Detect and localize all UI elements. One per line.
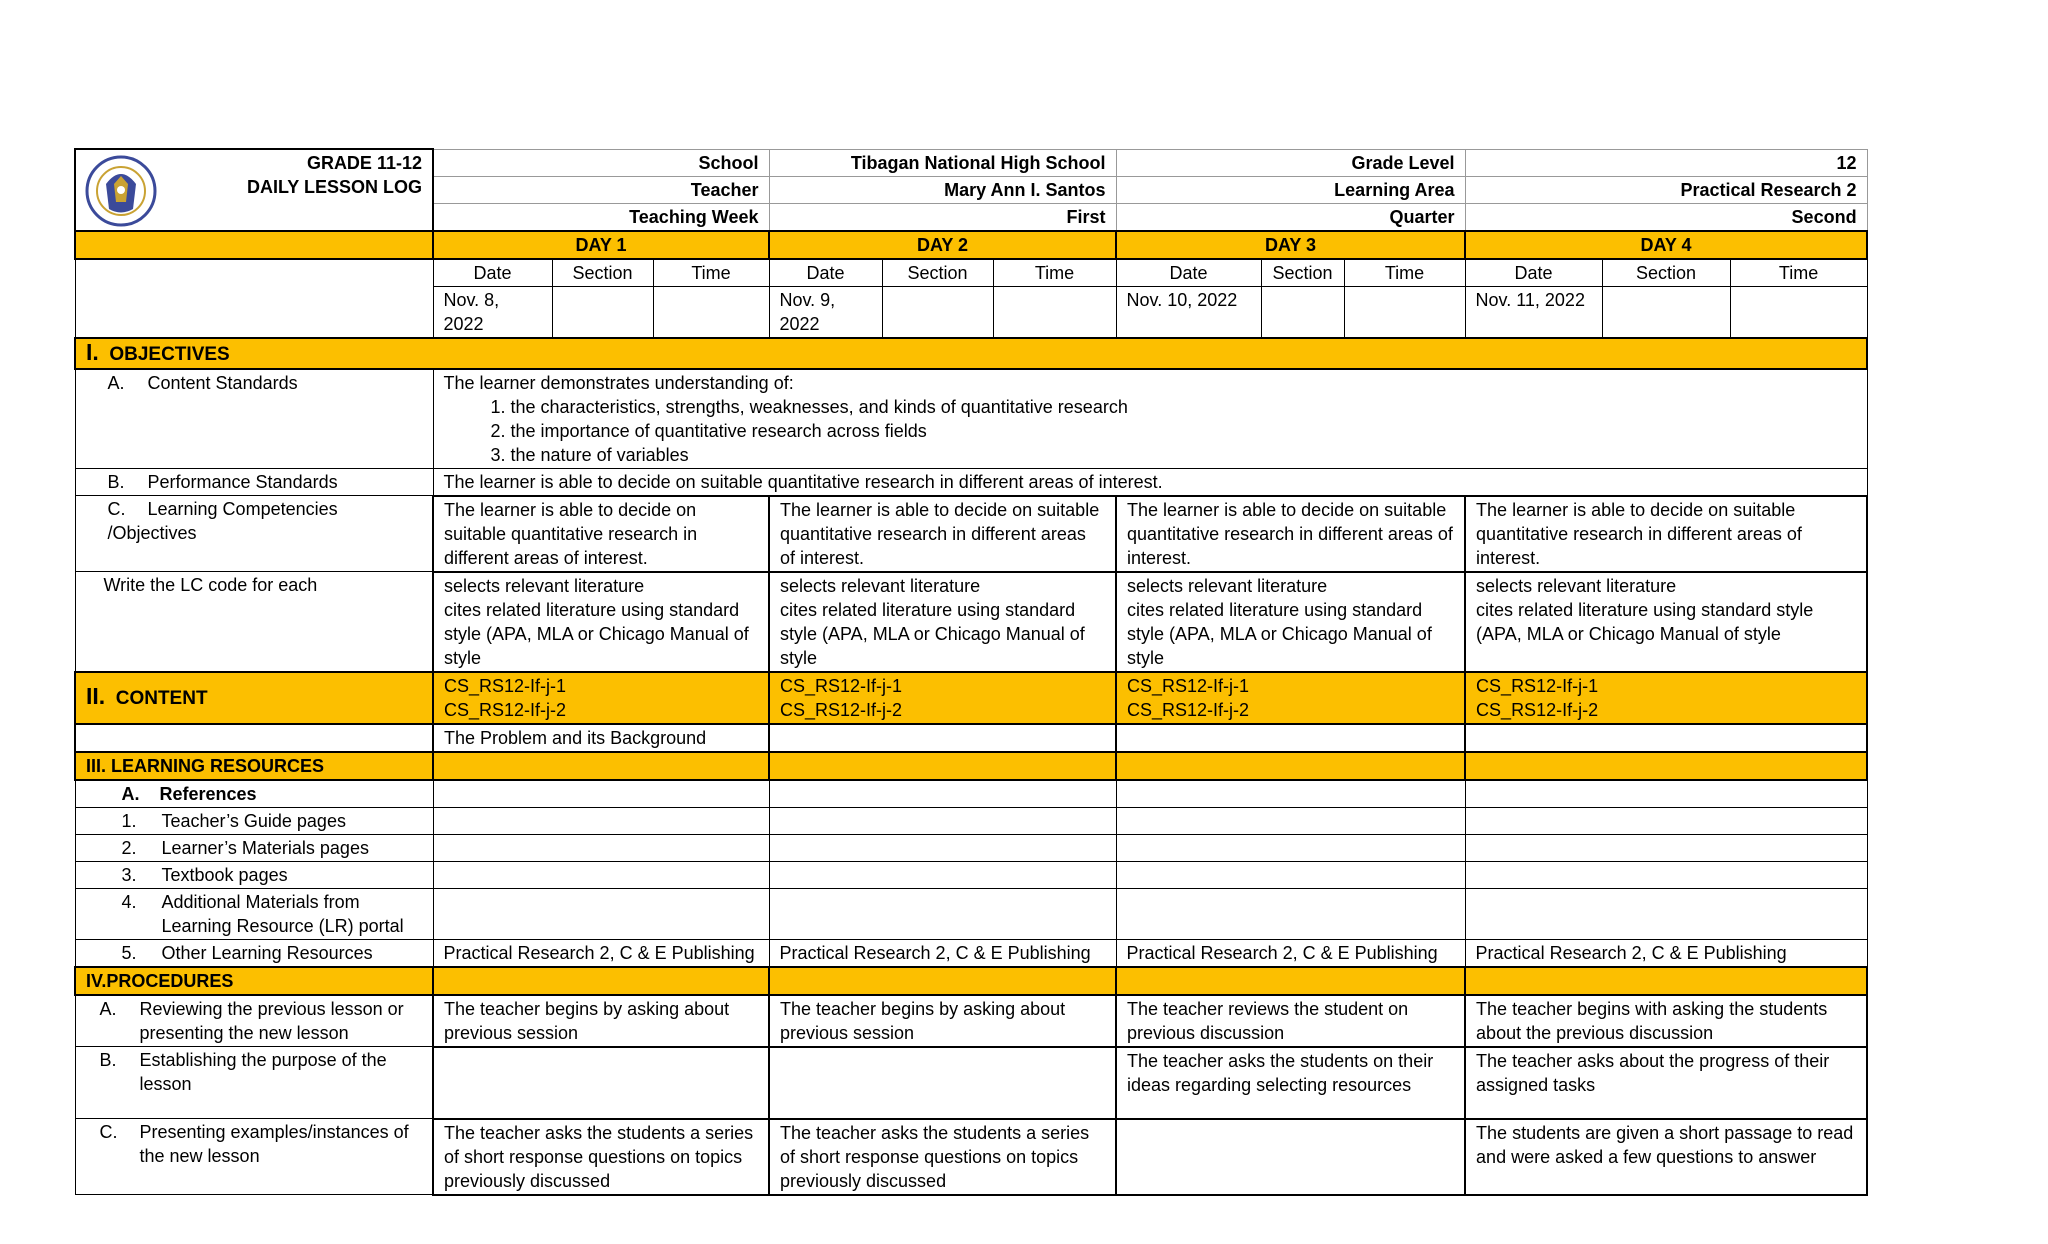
procedure-a-label: Reviewing the previous lesson or presenting the new lesson xyxy=(139,998,404,1043)
procedure-b-label: Establishing the purpose of the lesson xyxy=(139,1050,387,1094)
references-label: References xyxy=(159,783,257,804)
day-1-time-header: Time xyxy=(653,259,769,287)
day-1-section-header: Section xyxy=(552,259,653,287)
day-4-procedure-c: The students are given a short passage to read and were asked a few questions to answer xyxy=(1465,1119,1867,1195)
day-2-content-codes xyxy=(769,672,1116,724)
day-4-time-header: Time xyxy=(1730,259,1867,287)
school-value: Tibagan National High School xyxy=(769,149,1116,176)
day-4-references xyxy=(1465,780,1867,808)
teachers-guide-label-cell xyxy=(75,807,433,834)
day-4-procedures-header xyxy=(1465,967,1867,995)
grade-level-value: 12 xyxy=(1465,149,1867,176)
procedure-b-label-cell xyxy=(75,1047,433,1119)
day-4-lc-line-2: cites related literature using standard style (APA, MLA or Chicago Manual of style xyxy=(1476,599,1814,644)
day-4-code-2: CS_RS12-If-j-2 xyxy=(1476,699,1599,720)
learners-materials-num: 2. xyxy=(121,837,137,858)
day-3-content-codes xyxy=(1116,672,1465,724)
day-2-header: DAY 2 xyxy=(769,231,1116,259)
procedure-a-letter: A. xyxy=(99,998,117,1019)
day-2-code-2: CS_RS12-If-j-2 xyxy=(780,699,903,720)
references-letter: A. xyxy=(121,783,140,804)
day-3-learners-materials xyxy=(1116,834,1465,861)
day-4-lc-line-1: selects relevant literature xyxy=(1476,575,1677,596)
day-1-procedure-c: The teacher asks the students a series of short response questions on topics previously discussed xyxy=(433,1119,769,1195)
school-label: School xyxy=(433,149,769,176)
day-2-lc-code xyxy=(769,572,1116,672)
procedure-c-label: Presenting examples/instances of the new lesson xyxy=(139,1122,409,1166)
day-3-date-header: Date xyxy=(1116,259,1261,287)
procedure-a-label-cell xyxy=(75,995,433,1047)
references-label-cell xyxy=(75,780,433,808)
day-4-time xyxy=(1730,286,1867,338)
header-title-cell xyxy=(75,149,433,231)
day-3-procedures-header xyxy=(1116,967,1465,995)
learning-area-label: Learning Area xyxy=(1116,176,1465,203)
day-4-procedure-a: The teacher begins with asking the students about the previous discussion xyxy=(1465,995,1867,1047)
day-1-textbook-pages xyxy=(433,861,769,888)
day-3-code-2: CS_RS12-If-j-2 xyxy=(1127,699,1250,720)
day-3-lc-code xyxy=(1116,572,1465,672)
day-3-section-header: Section xyxy=(1261,259,1344,287)
day-4-section-header: Section xyxy=(1602,259,1730,287)
day-2-references xyxy=(769,780,1116,808)
teachers-guide-label: Teacher’s Guide pages xyxy=(161,810,346,831)
day-2-date-header: Date xyxy=(769,259,882,287)
day-3-lc-line-2: cites related literature using standard style (APA, MLA or Chicago Manual of style xyxy=(1127,599,1432,668)
day-4-content-codes xyxy=(1465,672,1867,724)
additional-materials-num: 4. xyxy=(121,891,137,912)
day-1-topic: The Problem and its Background xyxy=(433,724,769,752)
day-4-section xyxy=(1602,286,1730,338)
day-2-resources-header xyxy=(769,752,1116,780)
day-4-teachers-guide xyxy=(1465,807,1867,834)
performance-standards-letter: B. xyxy=(107,471,125,492)
day-2-learners-materials xyxy=(769,834,1116,861)
day-4-code-1: CS_RS12-If-j-1 xyxy=(1476,675,1599,696)
day-4-learners-materials xyxy=(1465,834,1867,861)
day-3-date: Nov. 10, 2022 xyxy=(1116,286,1261,338)
day-3-procedure-b: The teacher asks the students on their ideas regarding selecting resources xyxy=(1116,1047,1465,1119)
teacher-label: Teacher xyxy=(433,176,769,203)
day-4-date-header: Date xyxy=(1465,259,1602,287)
day-4-additional-materials xyxy=(1465,888,1867,939)
day-4-competency: The learner is able to decide on suitable quantitative research in different areas of interest. xyxy=(1465,496,1867,572)
day-1-learners-materials xyxy=(433,834,769,861)
day-2-other-resources: Practical Research 2, C & E Publishing xyxy=(769,939,1116,967)
day-1-code-1: CS_RS12-If-j-1 xyxy=(444,675,567,696)
textbook-pages-label: Textbook pages xyxy=(161,864,288,885)
lesson-log-table xyxy=(74,148,1868,1196)
day-1-competency: The learner is able to decide on suitable quantitative research in different areas of interest. xyxy=(433,496,769,572)
quarter-label: Quarter xyxy=(1116,203,1465,231)
day-2-code-1: CS_RS12-If-j-1 xyxy=(780,675,903,696)
performance-standards-label-cell xyxy=(75,468,433,496)
day-3-teachers-guide xyxy=(1116,807,1465,834)
procedure-c-letter: C. xyxy=(99,1122,118,1142)
day-4-other-resources: Practical Research 2, C & E Publishing xyxy=(1465,939,1867,967)
day-3-competency: The learner is able to decide on suitable quantitative research in different areas of interest. xyxy=(1116,496,1465,572)
day-1-date: Nov. 8, 2022 xyxy=(433,286,552,338)
day-1-header: DAY 1 xyxy=(433,231,769,259)
day-4-date: Nov. 11, 2022 xyxy=(1465,286,1602,338)
day-3-code-1: CS_RS12-If-j-1 xyxy=(1127,675,1250,696)
performance-standards-value: The learner is able to decide on suitable quantitative research in different areas of interest. xyxy=(433,468,1867,496)
day-1-additional-materials xyxy=(433,888,769,939)
content-topic-blank xyxy=(75,724,433,752)
content-standards-value xyxy=(433,369,1867,469)
day-2-textbook-pages xyxy=(769,861,1116,888)
additional-materials-label: Additional Materials from Learning Resource (LR) portal xyxy=(161,891,404,936)
objectives-title: OBJECTIVES xyxy=(109,343,230,365)
day-3-time-header: Time xyxy=(1344,259,1465,287)
day-3-procedure-a: The teacher reviews the student on previous discussion xyxy=(1116,995,1465,1047)
day-4-lc-code xyxy=(1465,572,1867,672)
content-standards-item-3: 3. the nature of variables xyxy=(490,444,689,465)
grade-level-label: Grade Level xyxy=(1116,149,1465,176)
other-resources-label: Other Learning Resources xyxy=(161,942,373,963)
content-numeral: II. xyxy=(86,683,106,709)
teacher-value: Mary Ann I. Santos xyxy=(769,176,1116,203)
day-3-procedure-c xyxy=(1116,1119,1465,1195)
learning-area-value: Practical Research 2 xyxy=(1465,176,1867,203)
date-row-blank xyxy=(75,259,433,338)
day-3-section xyxy=(1261,286,1344,338)
day-4-resources-header xyxy=(1465,752,1867,780)
procedure-b-letter: B. xyxy=(99,1050,117,1070)
day-1-procedure-a: The teacher begins by asking about previous session xyxy=(433,995,769,1047)
content-standards-intro: The learner demonstrates understanding of: xyxy=(443,372,794,393)
learners-materials-label-cell xyxy=(75,834,433,861)
day-3-resources-header xyxy=(1116,752,1465,780)
day-3-references xyxy=(1116,780,1465,808)
daily-lesson-log xyxy=(74,148,1866,1196)
learning-competencies-letter: C. xyxy=(107,499,126,519)
day-1-lc-line-2: cites related literature using standard style (APA, MLA or Chicago Manual of style xyxy=(444,599,749,668)
teachers-guide-num: 1. xyxy=(121,810,137,831)
quarter-value: Second xyxy=(1465,203,1867,231)
day-3-lc-line-1: selects relevant literature xyxy=(1127,575,1328,596)
objectives-section-header xyxy=(75,338,1867,369)
day-1-references xyxy=(433,780,769,808)
day-4-procedure-b: The teacher asks about the progress of their assigned tasks xyxy=(1465,1047,1867,1119)
document-title: GRADE 11-12 xyxy=(306,153,422,173)
teaching-week-value: First xyxy=(769,203,1116,231)
content-standards-item-2: 2. the importance of quantitative research across fields xyxy=(490,420,927,441)
day-1-section xyxy=(552,286,653,338)
day-3-textbook-pages xyxy=(1116,861,1465,888)
deped-seal-icon xyxy=(78,154,164,228)
textbook-pages-num: 3. xyxy=(121,864,137,885)
day-1-time xyxy=(653,286,769,338)
day-1-procedure-b xyxy=(433,1047,769,1119)
day-3-topic xyxy=(1116,724,1465,752)
learning-resources-section-header: III. LEARNING RESOURCES xyxy=(75,752,433,780)
learning-competencies-label: Learning Competencies /Objectives xyxy=(107,499,338,543)
learning-competencies-label-cell xyxy=(75,496,433,572)
day-header-blank xyxy=(75,231,433,259)
day-3-additional-materials xyxy=(1116,888,1465,939)
day-3-time xyxy=(1344,286,1465,338)
objectives-numeral: I. xyxy=(86,338,99,365)
day-3-header: DAY 3 xyxy=(1116,231,1465,259)
day-1-content-codes xyxy=(433,672,769,724)
learners-materials-label: Learner’s Materials pages xyxy=(161,837,369,858)
content-title: CONTENT xyxy=(115,688,208,709)
teaching-week-label: Teaching Week xyxy=(433,203,769,231)
document-subtitle: DAILY LESSON LOG xyxy=(246,177,422,197)
content-standards-item-1: 1. the characteristics, strengths, weaknesses, and kinds of quantitative research xyxy=(490,396,1128,417)
day-2-lc-line-2: cites related literature using standard style (APA, MLA or Chicago Manual of style xyxy=(780,599,1085,668)
day-2-lc-line-1: selects relevant literature xyxy=(780,575,981,596)
day-1-lc-code xyxy=(433,572,769,672)
day-2-procedure-c: The teacher asks the students a series of short response questions on topics previously discussed xyxy=(769,1119,1116,1195)
day-2-time xyxy=(993,286,1116,338)
other-resources-label-cell xyxy=(75,939,433,967)
procedures-section-header: IV.PROCEDURES xyxy=(75,967,433,995)
content-section-header xyxy=(75,672,433,724)
additional-materials-label-cell xyxy=(75,888,433,939)
content-standards-letter: A. xyxy=(107,372,125,393)
other-resources-num: 5. xyxy=(121,942,137,963)
day-1-teachers-guide xyxy=(433,807,769,834)
day-4-textbook-pages xyxy=(1465,861,1867,888)
lc-code-label: Write the LC code for each xyxy=(75,572,433,672)
day-4-topic xyxy=(1465,724,1867,752)
content-standards-label: Content Standards xyxy=(147,372,298,393)
day-1-procedures-header xyxy=(433,967,769,995)
day-3-other-resources: Practical Research 2, C & E Publishing xyxy=(1116,939,1465,967)
day-2-topic xyxy=(769,724,1116,752)
day-2-teachers-guide xyxy=(769,807,1116,834)
day-1-lc-line-1: selects relevant literature xyxy=(444,575,645,596)
day-2-procedures-header xyxy=(769,967,1116,995)
content-standards-label-cell xyxy=(75,369,433,469)
day-2-procedure-a: The teacher begins by asking about previous session xyxy=(769,995,1116,1047)
day-1-resources-header xyxy=(433,752,769,780)
day-1-date-header: Date xyxy=(433,259,552,287)
performance-standards-label: Performance Standards xyxy=(147,471,338,492)
day-2-section-header: Section xyxy=(882,259,993,287)
day-1-other-resources: Practical Research 2, C & E Publishing xyxy=(433,939,769,967)
day-2-additional-materials xyxy=(769,888,1116,939)
day-2-competency: The learner is able to decide on suitable quantitative research in different areas of interest. xyxy=(769,496,1116,572)
day-2-date: Nov. 9, 2022 xyxy=(769,286,882,338)
day-2-procedure-b xyxy=(769,1047,1116,1119)
day-4-header: DAY 4 xyxy=(1465,231,1867,259)
textbook-pages-label-cell xyxy=(75,861,433,888)
day-2-time-header: Time xyxy=(993,259,1116,287)
day-1-code-2: CS_RS12-If-j-2 xyxy=(444,699,567,720)
procedure-c-label-cell xyxy=(75,1119,433,1195)
day-2-section xyxy=(882,286,993,338)
